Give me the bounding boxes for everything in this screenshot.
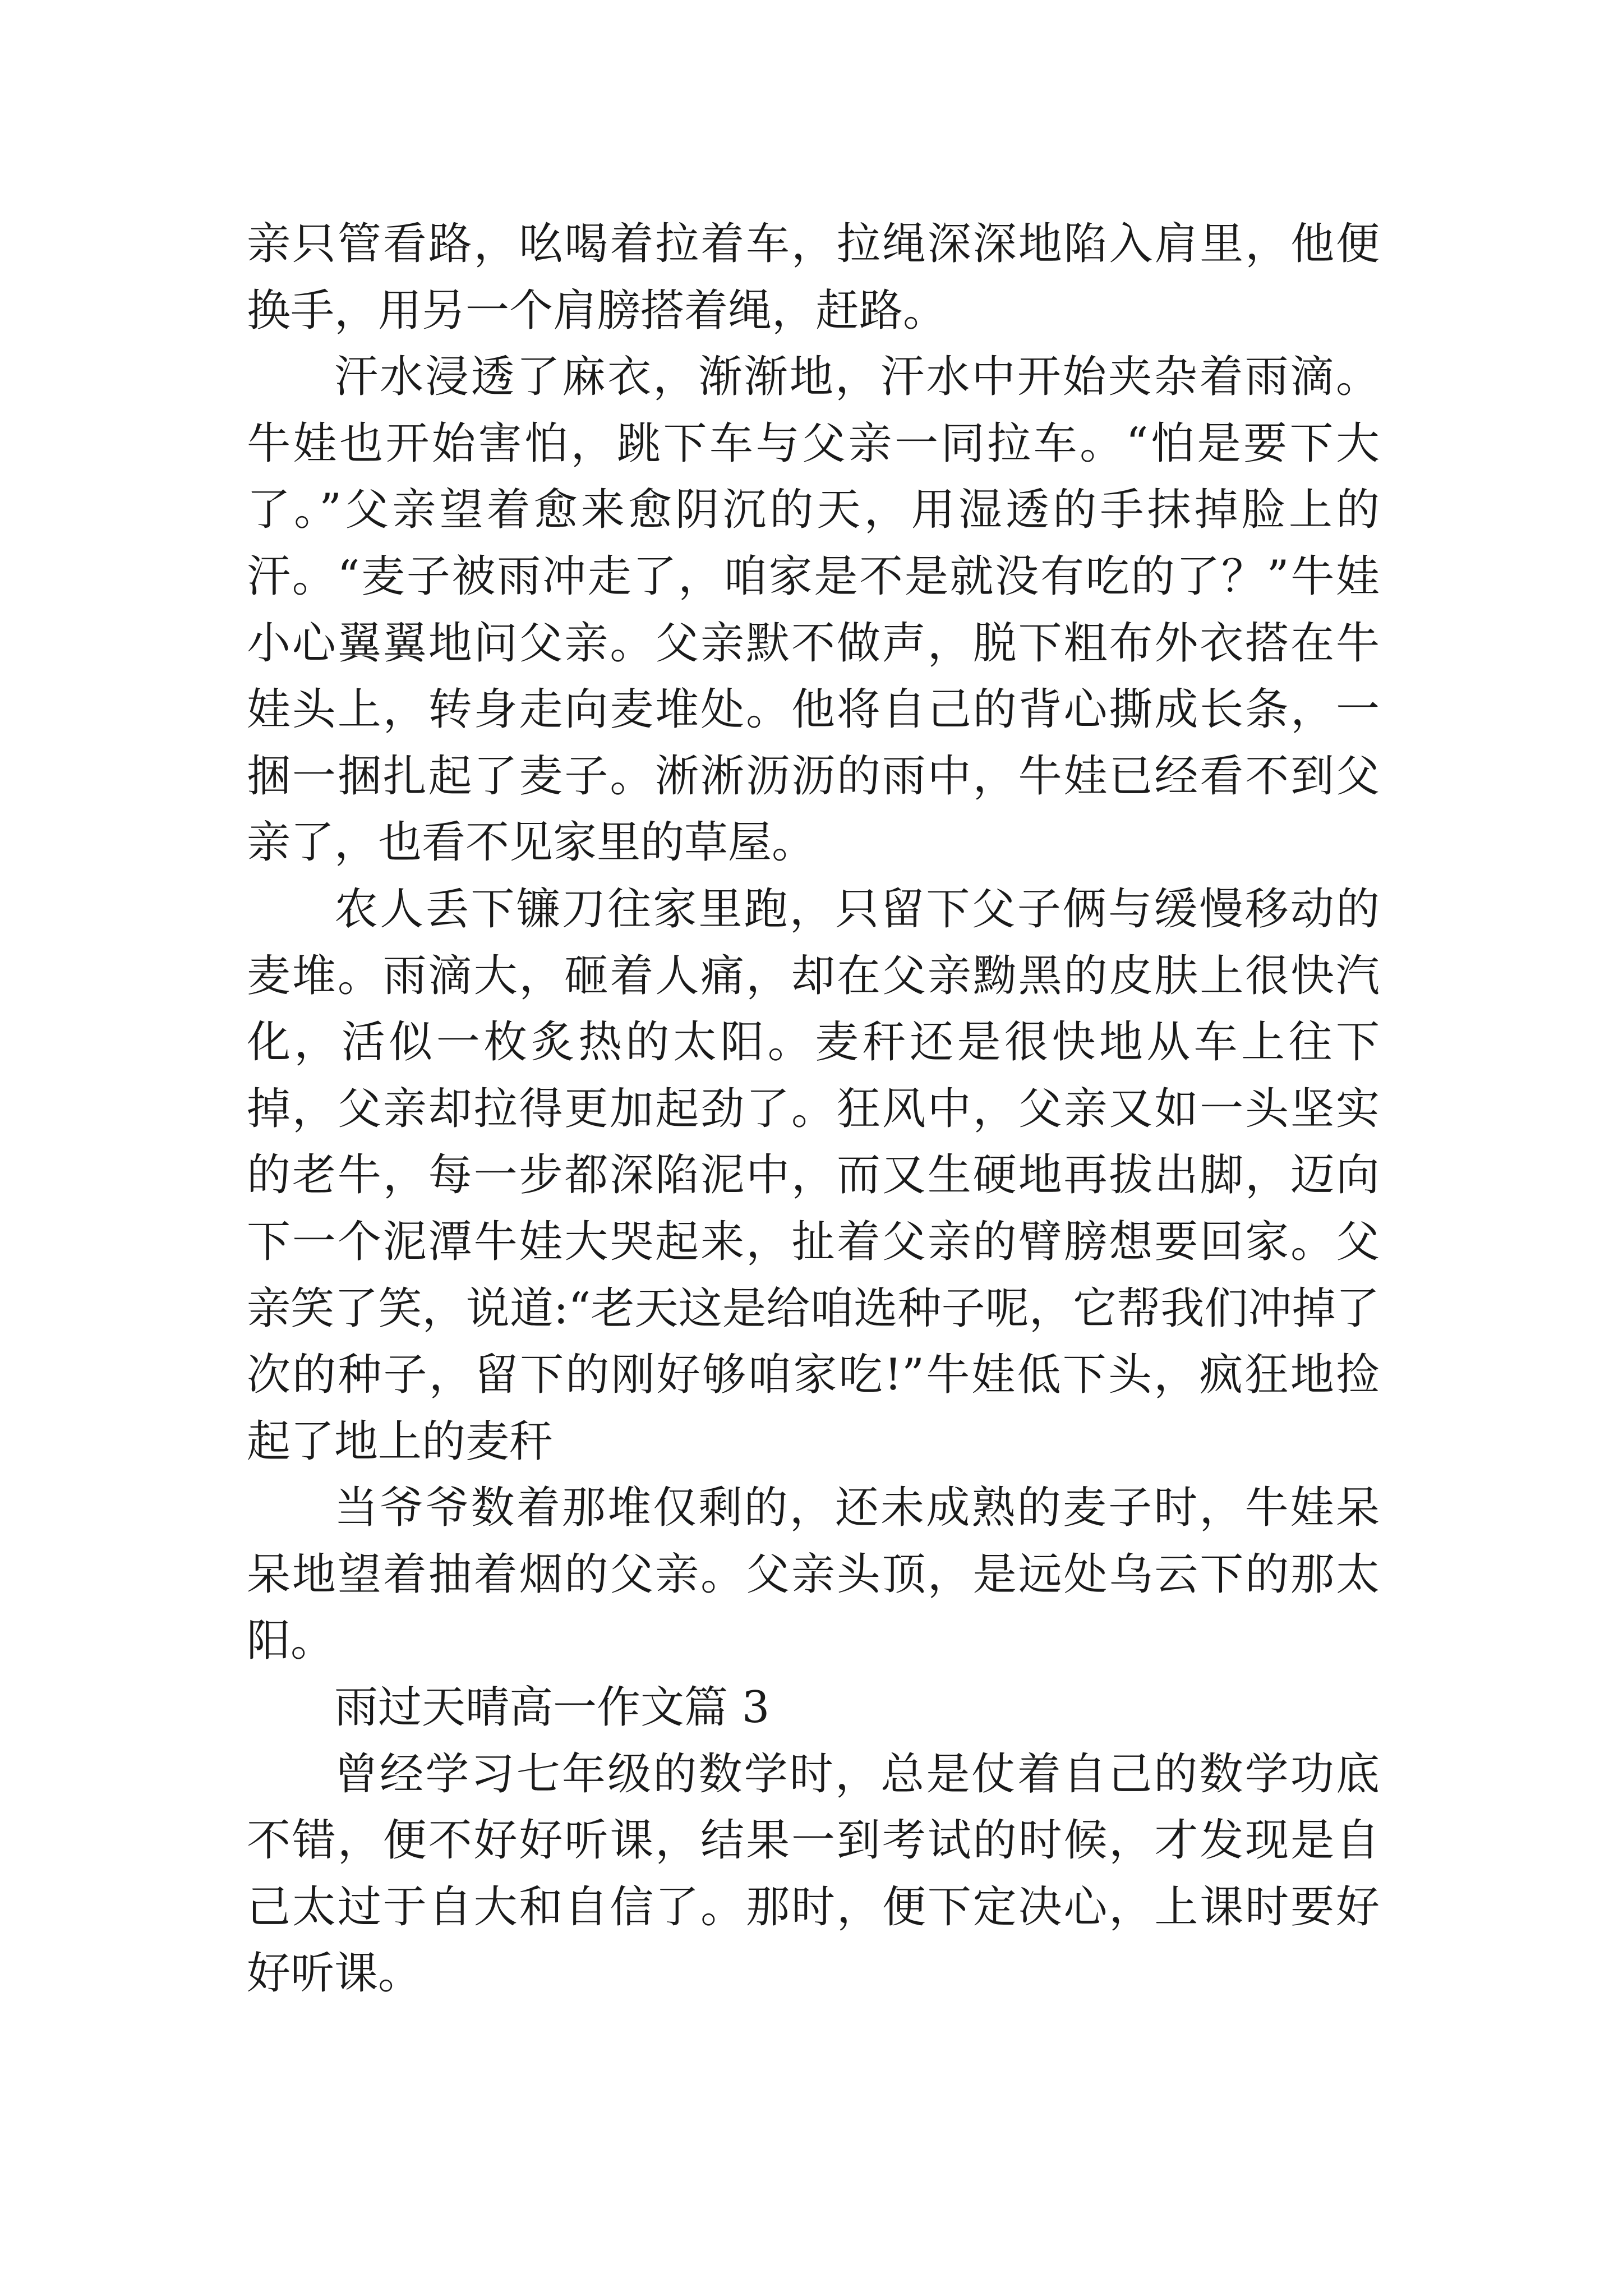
paragraph-continuation: 亲只管看路，吆喝着拉着车，拉绳深深地陷入肩里，他便换手，用另一个肩膀搭着绳，赶路。: [247, 219, 1380, 336]
paragraph: 汗水浸透了麻衣，渐渐地，汗水中开始夹杂着雨滴。牛娃也开始害怕，跳下车与父亲一同拉车。“怕是要下大了。”父亲望着愈来愈阴沉的天，用湿透的手抹掉脸上的汗。“麦子被雨冲走了，咱家是不是就没有吃的了？”牛娃小心翼翼地问父亲。父亲默不做声，脱下粗布外衣搭在牛娃头上，转身走向麦堆处。他将自己的背心撕成长条，一捆一捆扎起了麦子。淅淅沥沥的雨中，牛娃已经看不到父亲了，也看不见家里的草屋。: [247, 352, 1380, 868]
paragraph: 农人丢下镰刀往家里跑，只留下父子俩与缓慢移动的麦堆。雨滴大，砸着人痛，却在父亲黝黑的皮肤上很快汽化，活似一枚炙热的太阳。麦秆还是很快地从车上往下掉，父亲却拉得更加起劲了。狂风中，父亲又如一头坚实的老牛，每一步都深陷泥中，而又生硬地再拔出脚，迈向下一个泥潭牛娃大哭起来，扯着父亲的臂膀想要回家。父亲笑了笑，说道:“老天这是给咱选种子呢，它帮我们冲掉了次的种子，留下的刚好够咱家吃!”牛娃低下头，疯狂地捡起了地上的麦秆: [247, 884, 1380, 1467]
paragraph: 曾经学习七年级的数学时，总是仗着自己的数学功底不错，便不好好听课，结果一到考试的时候，才发现是自己太过于自大和自信了。那时，便下定决心，上课时要好好听课。: [247, 1749, 1380, 1999]
section-heading: 雨过天晴高一作文篇 3: [334, 1682, 770, 1733]
essay-body: [247, 211, 1380, 2007]
paragraph: 当爷爷数着那堆仅剩的，还未成熟的麦子时，牛娃呆呆地望着抽着烟的父亲。父亲头顶，是远处乌云下的那太阳。: [247, 1483, 1380, 1667]
